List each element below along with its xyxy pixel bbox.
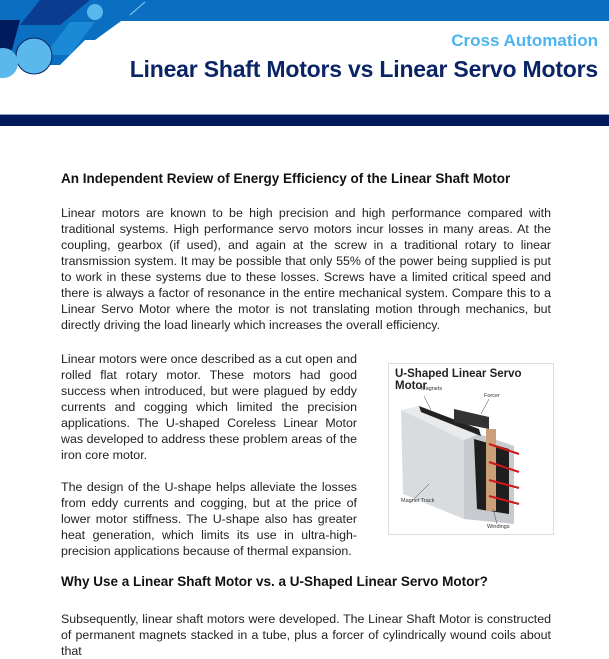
paragraph: Linear motors were once described as a cut open and rolled flat rotary motor. These motors had good success when introduced, but were plagued by eddy currents and cogging which limited the precision applications. The U-shaped Coreless Linear Motor was developed to address these problem areas of the iron core motor. bbox=[61, 352, 357, 462]
label-magnets: Magnets bbox=[421, 386, 443, 392]
label-magnet-track: Magnet Track bbox=[401, 498, 435, 504]
header-divider bbox=[0, 114, 609, 126]
u-shaped-motor-illustration bbox=[389, 384, 553, 534]
figure-title: U-Shaped Linear Servo Motor bbox=[395, 368, 522, 392]
paragraph: The design of the U-shape helps alleviate the losses from eddy currents and cogging, but at the price of lower motor stiffness. The U-shape also has greater heat generation, which limits its use in ultra-high-precision applications because of thermal expansion. bbox=[61, 480, 357, 558]
paragraph: Linear motors are known to be high precision and high performance compared with traditional systems. High performance servo motors incur losses in many areas. At the coupling, gearbox (if used), and again at the screw in a traditional rotary to linear transmission system. It may be possible that only 55% of the power being supplied is put to work in these systems due to these losses. Screws have a limited critical speed and there is always a factor of resonance in the entire mechanical system. Compare this to a Linear Servo Motor where the motor is not translating motion through mechanics, but directly driving the load linearly which increases the overall efficiency. bbox=[61, 206, 551, 332]
section-heading: An Independent Review of Energy Efficiency of the Linear Shaft Motor bbox=[61, 171, 511, 186]
section-heading: Why Use a Linear Shaft Motor vs. a U-Shaped Linear Servo Motor? bbox=[61, 574, 488, 589]
page-title: Linear Shaft Motors vs Linear Servo Motors bbox=[129, 56, 598, 82]
label-forcer: Forcer bbox=[484, 393, 500, 399]
brand-name: Cross Automation bbox=[451, 31, 598, 50]
motor-figure bbox=[388, 363, 554, 535]
label-windings: Windings bbox=[487, 524, 510, 530]
paragraph: Subsequently, linear shaft motors were developed. The Linear Shaft Motor is constructed of permanent magnets stacked in a tube, plus a forcer of cylindrically wound coils about that bbox=[61, 612, 551, 658]
